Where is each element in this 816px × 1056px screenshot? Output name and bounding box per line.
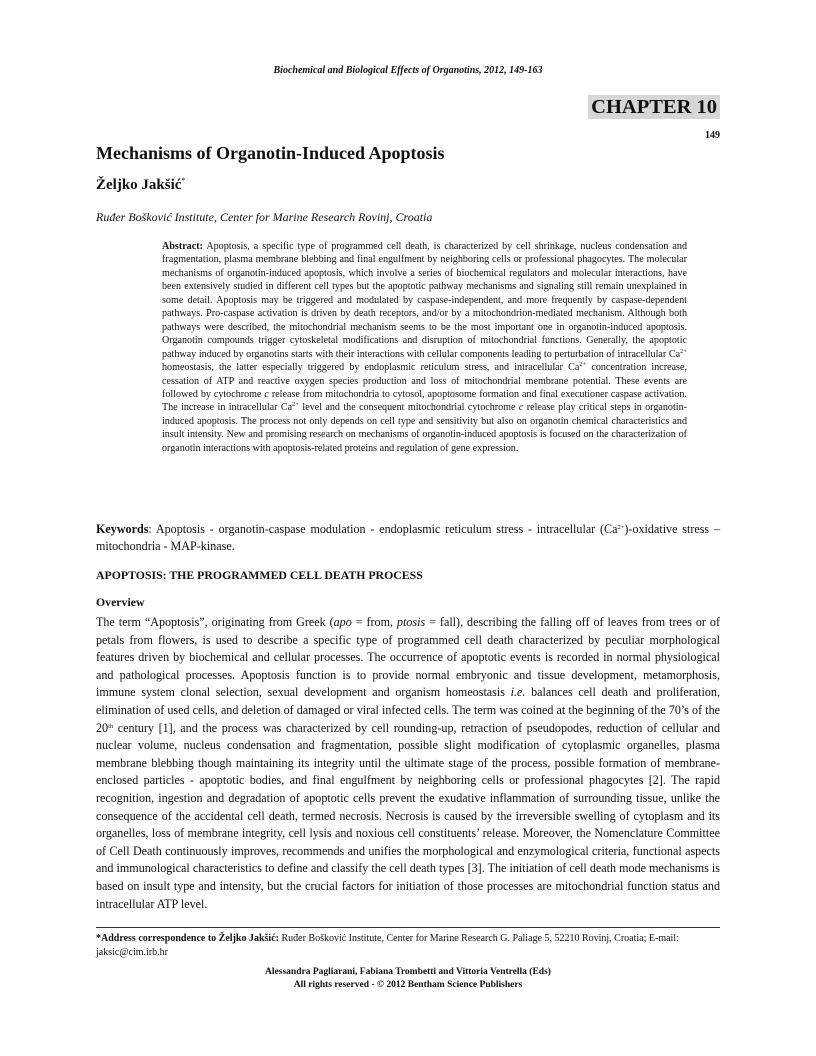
footnote-divider	[96, 927, 720, 928]
chapter-title: Mechanisms of Organotin-Induced Apoptosis	[96, 143, 445, 163]
abstract-text: concentration increase, cessation of ATP and reactive oxygen species production and loss of mitochondrial membrane potential. These events are followed by cytochrome	[162, 362, 687, 400]
body-text: = from,	[351, 615, 397, 629]
body-text: The term “Apoptosis”, originating from Greek (	[96, 615, 334, 629]
italic-term: i.e.	[510, 685, 526, 700]
italic-term: c	[264, 388, 269, 400]
abstract-text: homeostasis, the latter especially triggered by endoplasmic reticulum stress, and intracellular Ca	[162, 362, 580, 374]
superscript: 2+	[680, 347, 687, 355]
superscript: 2+	[292, 401, 300, 409]
keywords-label: Keywords	[96, 522, 149, 536]
abstract-text: release play critical steps in organotin-induced apoptosis. The process not only depends on cell type and sensitivity but also on organotin chemical characteristics and insult intensity. New and promising research on mechanisms of organotin-induced apoptosis is focused on the characterization of organotin interactions with apoptosis-related proteins and regulation of gene expression.	[162, 402, 687, 454]
abstract	[162, 240, 687, 455]
italic-term: apo	[333, 615, 352, 629]
section-heading: APOPTOSIS: THE PROGRAMMED CELL DEATH PROCESS	[96, 568, 423, 582]
superscript: th	[108, 722, 114, 730]
subsection-heading: Overview	[96, 595, 145, 609]
body-text: = fall), describing the falling off of leaves from trees or of petals from flowers, is used to describe a specific type of programmed cell death characterized by peculiar morphological features driven by biochemical and cellular processes. The occurrence of apoptotic events is recorded in normal physiological and pathological processes. Apoptosis function is to provide normal embryonic and tissue development, metamorphosis, immune system clonal selection, sexual development and organism homeostasis	[96, 615, 720, 700]
author-affiliation: Ruđer Bošković Institute, Center for Marine Research Rovinj, Croatia	[96, 210, 433, 224]
keywords-text: : Apoptosis - organotin-caspase modulation - endoplasmic reticulum stress - intracellular (Ca	[148, 522, 618, 536]
rights-line: All rights reserved - © 2012 Bentham Science Publishers	[293, 979, 523, 990]
author-footnote-marker: *	[181, 176, 186, 185]
body-text: balances cell death and proliferation, elimination of used cells, and deletion of damaged or viral infected cells. The term was coined at the beginning of the 70’s of the 20	[96, 685, 721, 735]
editors-line: Alessandra Pagliarani, Fabiana Trombetti and Vittoria Ventrella (Eds)	[265, 967, 551, 977]
body-text: century [1], and the process was characterized by cell rounding-up, retraction of pseudopodes, reduction of cellular and nuclear volume, nucleus condensation and fragmentation, possible slight modification of cytoplasmic organelles, plasma membrane blebbing though maintaining its integrity until the ultimate stage of the process, possible formation of membrane-enclosed particles - apoptotic bodies, and final engulfment by neighboring cells or professional phagocytes [2]. The rapid recognition, ingestion and degradation of apoptotic cells prevent the exudative inflammation of surrounding tissue, unlike the consequence of the accidental cell death, termed necrosis. Necrosis is caused by the irreversible swelling of cytoplasm and its organelles, loss of membrane integrity, cell lysis and noxious cell constituents’ release. Moreover, the Nomenclature Committee of Cell Death continuously improves, recommends and unifies the morphological and enzymological criteria, functional aspects and immunological characteristics to define and classify the cell death types [3]. The initiation of cell death mode mechanisms is based on insult type and intensity, but the crucial factors for initiation of those processes are mitochondrial function status and intracellular ATP level.	[96, 720, 720, 911]
footnote-label: *Address correspondence to Željko Jakšić:	[96, 933, 279, 944]
footnote	[96, 932, 720, 959]
publisher-info	[96, 966, 720, 991]
abstract-label: Abstract:	[162, 241, 203, 252]
chapter-label: CHAPTER 10	[588, 95, 720, 119]
superscript: 2+	[617, 524, 625, 531]
author-name: Željko Jakšić	[96, 177, 182, 193]
footnote-text: Ruđer Bošković Institute, Center for Marine Research G. Paliage 5, 52210 Rovinj, Croatia; E-mail: jaksic@cim.irb.hr	[96, 933, 679, 958]
superscript: 2+	[579, 361, 587, 369]
keywords	[96, 521, 720, 555]
abstract-text: Apoptosis, a specific type of programmed cell death, is characterized by cell shrinkage, nucleus condensation and fragmentation, plasma membrane blebbing and final engulfment by neighboring cells or professional phagocytes. The molecular mechanisms of organotin-induced apoptosis, which involve a series of biochemical regulators and molecular interactions, have been extensively studied in different cell types but the apoptotic pathway mechanisms and signaling still remain unexplained in some detail. Apoptosis may be triggered and modulated by caspase-independent, and more frequently by caspase-dependent pathways. Pro-caspase activation is driven by death receptors, and/or by a mitochondrion-mediated mechanism. Although both pathways were described, the mitochondrial mechanism seems to be the most important one in organotin-induced apoptosis. Organotin compounds trigger cytoskeletal modifications and disruption of mitochondrial functions. Generally, the apoptotic pathway induced by organotins starts with their interactions with cellular components leading to perturbation of intracellular Ca	[162, 241, 687, 360]
italic-term: ptosis	[396, 615, 426, 629]
author	[96, 176, 185, 194]
italic-term: c	[518, 402, 524, 414]
journal-citation: Biochemical and Biological Effects of Organotins, 2012, 149-163	[273, 65, 543, 76]
body-paragraph	[96, 614, 720, 913]
abstract-text: level and the consequent mitochondrial cytochrome	[299, 402, 519, 414]
page-number: 149	[705, 130, 720, 141]
keywords-text: )-oxidative stress – mitochondria - MAP-kinase.	[96, 522, 720, 553]
abstract-text: release from mitochondria to cytosol, apoptosome formation and final executioner caspase activation. The increase in intracellular Ca	[162, 388, 687, 414]
